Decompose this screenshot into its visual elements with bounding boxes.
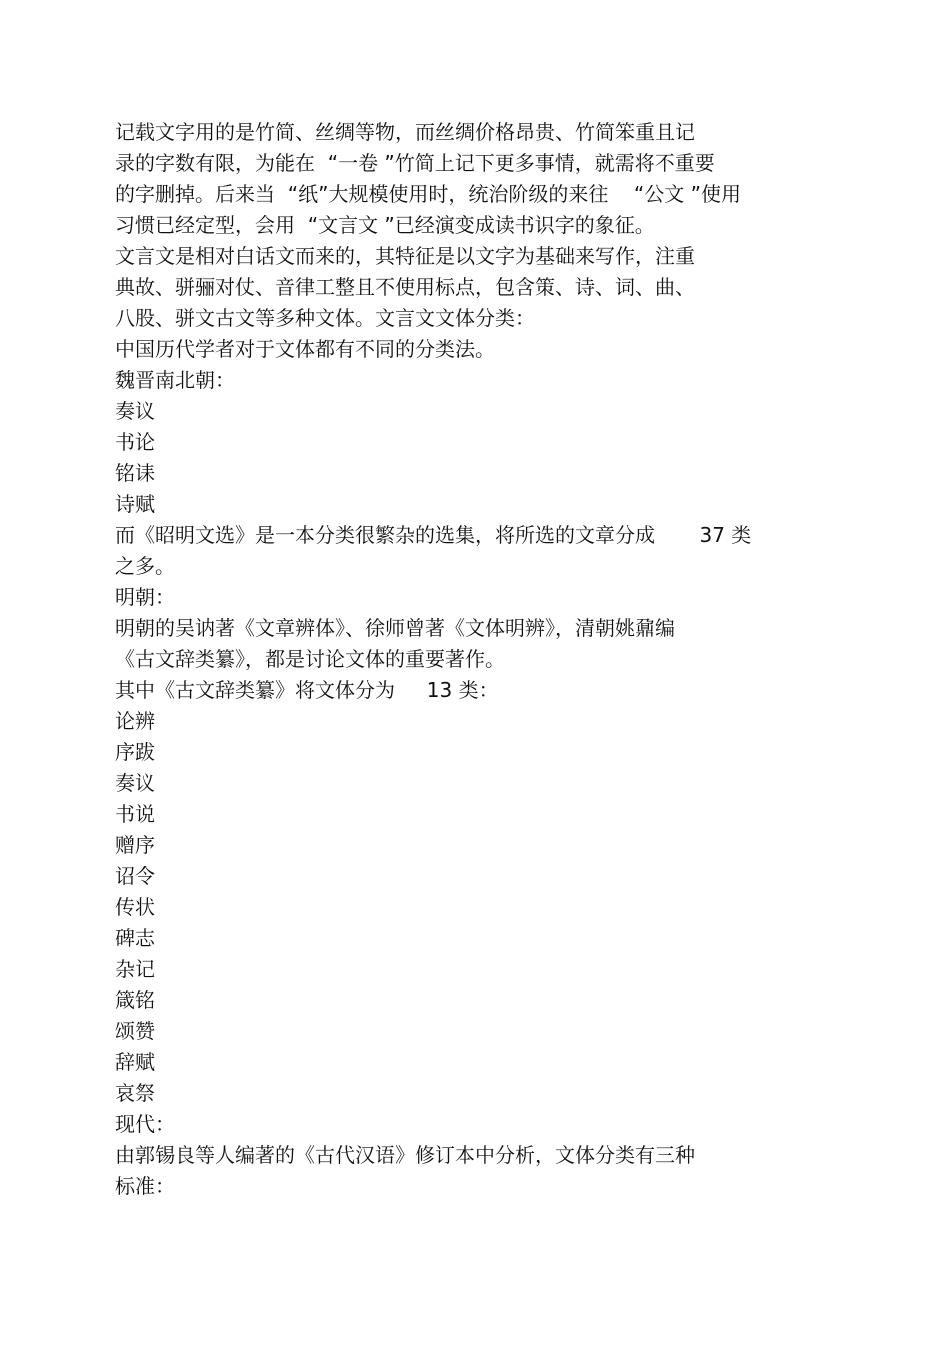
- list-item: 诏令: [115, 864, 155, 888]
- list-item: 书论: [115, 430, 155, 454]
- list-item: 杂记: [115, 957, 155, 981]
- list-item: 哀祭: [115, 1081, 155, 1105]
- list-item: 箴铭: [115, 988, 155, 1012]
- paragraph-line: 《古文辞类纂》，都是讨论文体的重要著作。: [115, 647, 505, 671]
- paragraph-line: 之多。: [115, 554, 175, 578]
- list-item: 书说: [115, 802, 155, 826]
- list-item: 序跋: [115, 740, 155, 764]
- list-item: 奏议: [115, 771, 155, 795]
- paragraph-line: 习惯已经定型，会用 “文言文 ”已经演变成读书识字的象征。: [115, 213, 655, 237]
- section-heading: 现代：: [115, 1112, 175, 1136]
- paragraph-line: 八股、骈文古文等多种文体。文言文文体分类：: [115, 306, 535, 330]
- paragraph-line: 中国历代学者对于文体都有不同的分类法。: [115, 337, 495, 361]
- list-item: 奏议: [115, 399, 155, 423]
- paragraph-line: 录的字数有限，为能在 “一卷 ”竹简上记下更多事情，就需将不重要: [115, 151, 715, 175]
- paragraph-line: 而《昭明文选》是一本分类很繁杂的选集，将所选的文章分成 37 类: [115, 523, 752, 547]
- paragraph-line: 由郭锡良等人编著的《古代汉语》修订本中分析，文体分类有三种: [115, 1143, 695, 1167]
- section-heading: 明朝：: [115, 585, 175, 609]
- document-body: [115, 117, 835, 1202]
- paragraph-line: 记载文字用的是竹简、丝绸等物，而丝绸价格昂贵、竹简笨重且记: [115, 120, 695, 144]
- list-item: 传状: [115, 895, 155, 919]
- list-item: 铭诔: [115, 461, 155, 485]
- list-item: 辞赋: [115, 1050, 155, 1074]
- list-item: 诗赋: [115, 492, 155, 516]
- section-heading: 魏晋南北朝：: [115, 368, 235, 392]
- list-item: 碑志: [115, 926, 155, 950]
- paragraph-line: 的字删掉。后来当 “纸”大规模使用时，统治阶级的来往 “公文 ”使用: [115, 182, 741, 206]
- list-item: 论辨: [115, 709, 155, 733]
- paragraph-line: 其中《古文辞类纂》将文体分为 13 类：: [115, 678, 499, 702]
- list-item: 颂赞: [115, 1019, 155, 1043]
- paragraph-line: 文言文是相对白话文而来的，其特征是以文字为基础来写作，注重: [115, 244, 695, 268]
- paragraph-line: 明朝的吴讷著《文章辨体》、徐师曾著《文体明辨》，清朝姚鼐编: [115, 616, 675, 640]
- paragraph-line: 标准：: [115, 1174, 175, 1198]
- list-item: 赠序: [115, 833, 155, 857]
- paragraph-line: 典故、骈骊对仗、音律工整且不使用标点，包含策、诗、词、曲、: [115, 275, 695, 299]
